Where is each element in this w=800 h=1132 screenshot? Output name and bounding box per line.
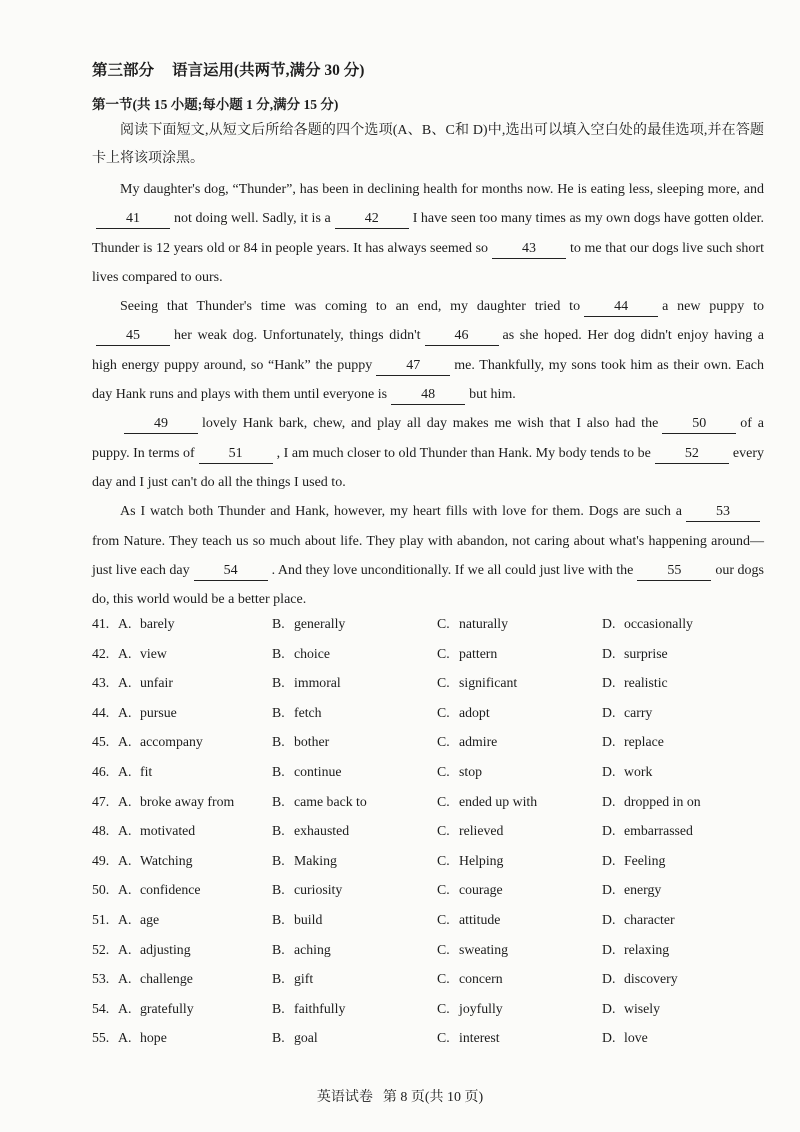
- option-letter: D.: [602, 645, 616, 661]
- option-a: [118, 1030, 167, 1046]
- option-text: occasionally: [624, 616, 693, 631]
- blank-45: 45: [96, 327, 170, 346]
- option-letter: A.: [118, 911, 132, 927]
- option-text: continue: [294, 763, 342, 779]
- option-a: [118, 823, 195, 839]
- option-letter: B.: [272, 675, 285, 691]
- paragraph-1: My daughter's dog, “Thunder”, has been in declining health for months now. He is eating less, sleeping more, and41 not doing well. Sadly, it is a 42 I have seen too many times as my own dogs have gotten older. Thunder is 12 years old or 84 in people years. It has always seemed so 43 to me that our dogs live such short lives compared to ours.: [92, 182, 764, 285]
- option-letter: C.: [437, 1000, 450, 1016]
- option-a: [118, 705, 177, 721]
- option-letter: D.: [602, 734, 616, 750]
- question-row: [92, 908, 772, 938]
- option-b: [272, 675, 341, 691]
- option-b: [272, 942, 331, 958]
- option-d: [602, 764, 652, 780]
- option-letter: A.: [118, 1030, 132, 1046]
- option-b: [272, 1030, 318, 1046]
- part-title: [92, 58, 364, 80]
- option-letter: A.: [118, 645, 132, 661]
- option-text: stop: [459, 763, 482, 779]
- option-text: adjusting: [140, 941, 191, 957]
- cloze-passage: [92, 175, 764, 614]
- option-text: sweating: [459, 941, 509, 957]
- option-letter: D.: [602, 1000, 616, 1016]
- option-text: faithfully: [294, 1000, 346, 1016]
- option-text: age: [140, 911, 160, 927]
- option-letter: C.: [437, 882, 450, 898]
- option-c: [437, 882, 503, 898]
- option-letter: C.: [437, 675, 450, 691]
- option-d: [602, 1030, 648, 1046]
- option-text: choice: [294, 645, 331, 661]
- option-letter: B.: [272, 1000, 285, 1016]
- option-letter: B.: [272, 1030, 285, 1046]
- option-letter: A.: [118, 971, 132, 987]
- option-letter: B.: [272, 882, 285, 898]
- option-c: [437, 616, 508, 632]
- option-text: significant: [459, 675, 518, 691]
- blank-41: 41: [96, 210, 170, 229]
- option-d: [602, 853, 665, 869]
- option-text: barely: [140, 616, 175, 631]
- option-b: [272, 853, 337, 869]
- option-text: Making: [294, 852, 337, 868]
- option-letter: B.: [272, 704, 285, 720]
- option-letter: B.: [272, 645, 285, 661]
- option-d: [602, 942, 669, 958]
- blank-54: 54: [194, 562, 268, 581]
- question-number: 44.: [92, 704, 110, 720]
- option-text: hope: [140, 1030, 167, 1046]
- option-b: [272, 912, 322, 928]
- option-text: embarrassed: [624, 823, 693, 839]
- option-b: [272, 734, 329, 750]
- question-number: 42.: [92, 645, 110, 661]
- option-c: [437, 705, 490, 721]
- question-row: [92, 967, 772, 997]
- option-letter: C.: [437, 616, 450, 631]
- option-text: Helping: [459, 852, 504, 868]
- blank-47: 47: [376, 357, 450, 376]
- option-letter: C.: [437, 704, 450, 720]
- question-row: [92, 790, 772, 820]
- option-letter: B.: [272, 911, 285, 927]
- option-letter: A.: [118, 734, 132, 750]
- option-text: relieved: [459, 823, 504, 839]
- option-d: [602, 823, 693, 839]
- option-c: [437, 971, 503, 987]
- option-text: courage: [459, 882, 503, 898]
- option-letter: D.: [602, 823, 616, 839]
- option-letter: B.: [272, 793, 285, 809]
- option-c: [437, 675, 517, 691]
- option-c: [437, 912, 500, 928]
- option-letter: C.: [437, 763, 450, 779]
- option-letter: A.: [118, 852, 132, 868]
- blank-42: 42: [335, 210, 409, 229]
- question-number: 54.: [92, 1000, 110, 1016]
- option-c: [437, 764, 482, 780]
- question-row: [92, 1026, 772, 1056]
- question-row: [92, 671, 772, 701]
- option-text: relaxing: [624, 941, 670, 957]
- option-text: fetch: [294, 704, 322, 720]
- option-text: adopt: [459, 704, 490, 720]
- option-letter: C.: [437, 734, 450, 750]
- option-c: [437, 646, 497, 662]
- option-text: gratefully: [140, 1000, 194, 1016]
- option-letter: B.: [272, 734, 285, 750]
- option-c: [437, 1001, 503, 1017]
- blank-44: 44: [584, 298, 658, 317]
- option-text: energy: [624, 882, 662, 898]
- option-letter: B.: [272, 616, 285, 631]
- option-text: discovery: [624, 971, 678, 987]
- option-text: pursue: [140, 704, 177, 720]
- question-row: [92, 819, 772, 849]
- option-b: [272, 794, 367, 810]
- option-text: view: [140, 645, 167, 661]
- option-b: [272, 823, 349, 839]
- option-letter: D.: [602, 1030, 616, 1046]
- option-letter: A.: [118, 675, 132, 691]
- part-heading: 语言运用(共两节,满分 30 分): [172, 62, 365, 79]
- blank-53: 53: [686, 503, 760, 522]
- option-letter: A.: [118, 941, 132, 957]
- option-a: [118, 942, 191, 958]
- question-number: 51.: [92, 911, 110, 927]
- option-c: [437, 942, 508, 958]
- option-text: curiosity: [294, 882, 343, 898]
- option-letter: D.: [602, 704, 616, 720]
- option-d: [602, 675, 668, 691]
- option-a: [118, 734, 203, 750]
- option-a: [118, 971, 193, 987]
- question-row: [92, 642, 772, 672]
- option-letter: D.: [602, 793, 616, 809]
- question-number: 46.: [92, 763, 110, 779]
- option-d: [602, 734, 664, 750]
- option-text: wisely: [624, 1000, 661, 1016]
- question-row: [92, 730, 772, 760]
- option-d: [602, 616, 693, 632]
- option-text: immoral: [294, 675, 341, 691]
- option-d: [602, 971, 678, 987]
- option-text: fit: [140, 763, 153, 779]
- question-number: 43.: [92, 675, 110, 691]
- option-letter: B.: [272, 971, 285, 987]
- blank-51: 51: [199, 445, 273, 464]
- option-text: replace: [624, 734, 664, 750]
- option-text: bother: [294, 734, 330, 750]
- option-text: generally: [294, 616, 346, 631]
- option-text: love: [624, 1030, 648, 1046]
- option-letter: C.: [437, 1030, 450, 1046]
- question-row: [92, 997, 772, 1027]
- option-a: [118, 853, 193, 869]
- option-letter: A.: [118, 616, 132, 631]
- option-b: [272, 971, 313, 987]
- option-b: [272, 1001, 345, 1017]
- option-b: [272, 646, 330, 662]
- question-row: [92, 701, 772, 731]
- option-text: gift: [294, 971, 314, 987]
- question-number: 47.: [92, 793, 110, 809]
- option-text: goal: [294, 1030, 318, 1046]
- option-c: [437, 823, 503, 839]
- footer-page-number: 第 8 页(共 10 页): [382, 1090, 484, 1105]
- option-letter: C.: [437, 971, 450, 987]
- option-c: [437, 1030, 500, 1046]
- option-a: [118, 1001, 194, 1017]
- footer-subject: 英语试卷: [316, 1090, 373, 1105]
- option-d: [602, 912, 675, 928]
- option-text: naturally: [459, 616, 509, 631]
- option-text: attitude: [459, 911, 501, 927]
- option-letter: A.: [118, 793, 132, 809]
- question-number: 55.: [92, 1030, 110, 1046]
- option-letter: A.: [118, 823, 132, 839]
- option-text: surprise: [624, 645, 668, 661]
- option-letter: A.: [118, 704, 132, 720]
- option-letter: D.: [602, 941, 616, 957]
- option-text: aching: [294, 941, 331, 957]
- option-letter: B.: [272, 763, 285, 779]
- blank-49: 49: [124, 415, 198, 434]
- question-row: [92, 760, 772, 790]
- option-text: challenge: [140, 971, 193, 987]
- option-c: [437, 794, 537, 810]
- blank-50: 50: [662, 415, 736, 434]
- blank-52: 52: [655, 445, 729, 464]
- option-letter: A.: [118, 763, 132, 779]
- paragraph-4: As I watch both Thunder and Hank, however, my heart fills with love for them. Dogs are such a 53from Nature. They teach us so much about life. They play with abandon, not caring about what's happening around—just live each day 54 . And they love unconditionally. If we all could just live with the 55 our dogs do, this world would be a better place.: [92, 504, 764, 608]
- question-row: [92, 849, 772, 879]
- blank-46: 46: [425, 327, 499, 346]
- question-number: 53.: [92, 971, 110, 987]
- option-letter: C.: [437, 645, 450, 661]
- instructions-text: 阅读下面短文,从短文后所给各题的四个选项(A、B、C和 D)中,选出可以填入空白处的最佳选项,并在答题卡上将该项涂黑。: [92, 123, 764, 166]
- option-a: [118, 646, 167, 662]
- option-text: carry: [624, 704, 653, 720]
- option-letter: D.: [602, 675, 616, 691]
- option-letter: C.: [437, 941, 450, 957]
- option-b: [272, 882, 342, 898]
- option-text: ended up with: [459, 793, 538, 809]
- option-c: [437, 853, 503, 869]
- paragraph-2: Seeing that Thunder's time was coming to an end, my daughter tried to 44 a new puppy to45 her weak dog. Unfortunately, things didn't 46 as she hoped. Her dog didn't enjoy having a high energy puppy around, so “Hank” the puppy 47 me. Thankfully, my sons took him as their own. Each day Hank runs and plays with them until everyone is 48 but him.: [92, 292, 764, 409]
- option-text: Feeling: [624, 852, 666, 868]
- question-number: 50.: [92, 882, 110, 898]
- option-a: [118, 882, 201, 898]
- question-row: [92, 938, 772, 968]
- option-letter: D.: [602, 971, 616, 987]
- question-number: 52.: [92, 941, 110, 957]
- option-text: concern: [459, 971, 503, 987]
- option-a: [118, 912, 159, 928]
- option-a: [118, 675, 173, 691]
- option-a: [118, 764, 152, 780]
- option-letter: D.: [602, 616, 616, 631]
- option-a: [118, 794, 234, 810]
- option-letter: D.: [602, 911, 616, 927]
- option-text: accompany: [140, 734, 203, 750]
- option-letter: C.: [437, 852, 450, 868]
- question-number: 41.: [92, 616, 110, 631]
- option-text: joyfully: [459, 1000, 503, 1016]
- option-d: [602, 882, 661, 898]
- option-b: [272, 616, 345, 632]
- option-letter: B.: [272, 852, 285, 868]
- option-c: [437, 734, 497, 750]
- option-letter: C.: [437, 911, 450, 927]
- option-d: [602, 1001, 660, 1017]
- option-letter: B.: [272, 823, 285, 839]
- option-text: exhausted: [294, 823, 350, 839]
- instructions: [92, 117, 764, 173]
- option-letter: C.: [437, 793, 450, 809]
- section-title: 第一节(共 15 小题;每小题 1 分,满分 15 分): [92, 97, 339, 112]
- option-text: pattern: [459, 645, 498, 661]
- option-letter: A.: [118, 1000, 132, 1016]
- option-text: confidence: [140, 882, 201, 898]
- option-text: build: [294, 911, 323, 927]
- option-text: came back to: [294, 793, 367, 809]
- option-text: unfair: [140, 675, 173, 691]
- option-letter: D.: [602, 763, 616, 779]
- option-d: [602, 646, 668, 662]
- option-letter: C.: [437, 823, 450, 839]
- option-text: interest: [459, 1030, 500, 1046]
- option-text: admire: [459, 734, 498, 750]
- part-label: 第三部分: [92, 62, 155, 79]
- option-b: [272, 764, 342, 780]
- option-letter: D.: [602, 852, 616, 868]
- question-number: 49.: [92, 852, 110, 868]
- option-d: [602, 705, 652, 721]
- option-text: work: [624, 763, 653, 779]
- blank-48: 48: [391, 386, 465, 405]
- option-text: broke away from: [140, 793, 235, 809]
- option-letter: D.: [602, 882, 616, 898]
- answer-options: [92, 612, 772, 1056]
- option-text: dropped in on: [624, 793, 701, 809]
- option-text: character: [624, 911, 675, 927]
- question-row: [92, 878, 772, 908]
- question-number: 48.: [92, 823, 110, 839]
- option-text: Watching: [140, 852, 193, 868]
- option-a: [118, 616, 174, 632]
- paragraph-3: 49 lovely Hank bark, chew, and play all day makes me wish that I also had the 50 of a puppy. In terms of 51 , I am much closer to old Thunder than Hank. My body tends to be 52 every day and I just can't do all the things I used to.: [92, 416, 764, 490]
- option-letter: B.: [272, 941, 285, 957]
- option-b: [272, 705, 322, 721]
- option-text: realistic: [624, 675, 668, 691]
- option-d: [602, 794, 701, 810]
- question-number: 45.: [92, 734, 110, 750]
- page-footer: [0, 1086, 800, 1106]
- blank-55: 55: [637, 562, 711, 581]
- option-letter: A.: [118, 882, 132, 898]
- blank-43: 43: [492, 240, 566, 259]
- question-row: [92, 612, 772, 642]
- option-text: motivated: [140, 823, 196, 839]
